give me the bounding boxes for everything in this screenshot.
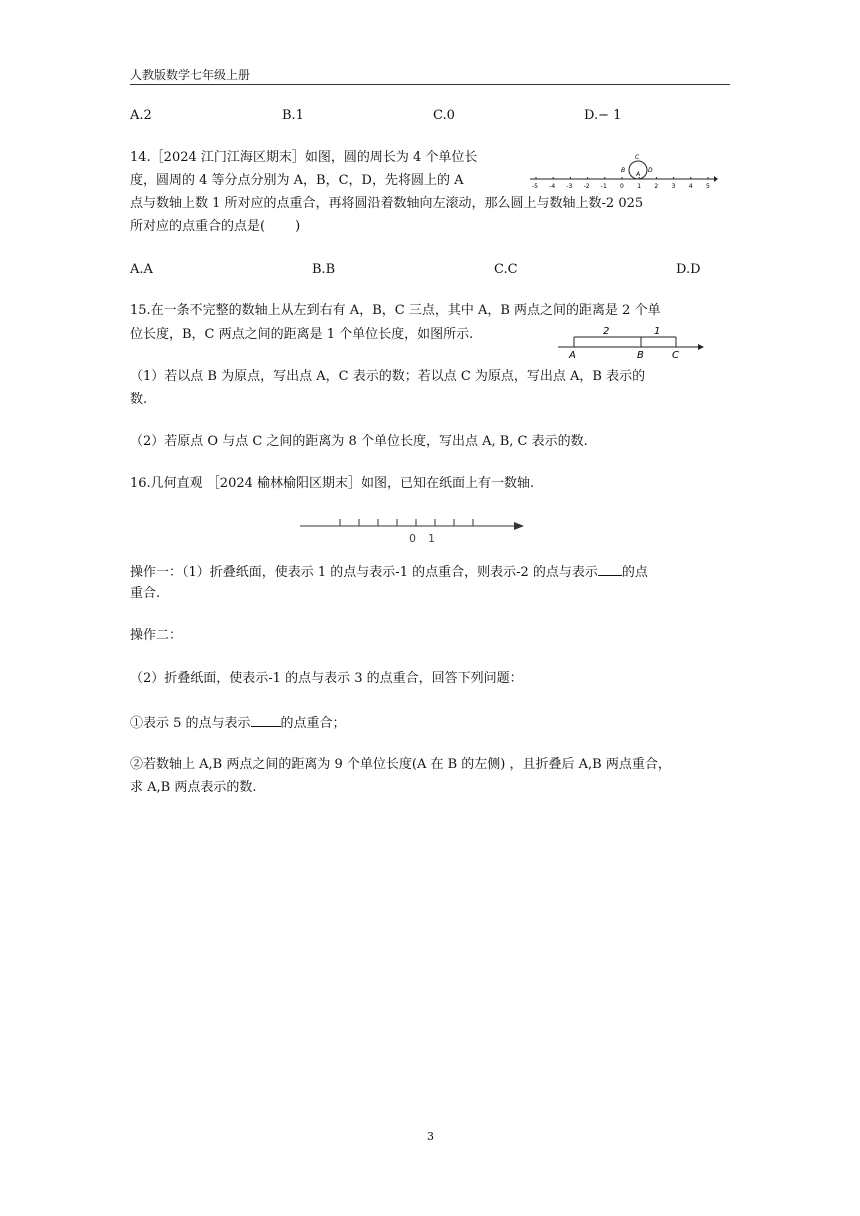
- q14-line-4-close: ): [295, 219, 301, 234]
- q13-option-a: A.2: [130, 108, 152, 123]
- q16-op1-text: 操作一：（1）折叠纸面，使表示 1 的点与表示-1 的点重合，则表示-2 的点与表示: [130, 565, 598, 580]
- q14-tick-label: 5: [706, 183, 710, 190]
- q14-option-d: D.D: [676, 262, 701, 277]
- q14-option-a: A.A: [130, 262, 153, 277]
- q14-option-b: B.B: [312, 262, 336, 277]
- q16-op2-sub1: [130, 714, 346, 732]
- q16-number-line-figure: [298, 514, 528, 546]
- q16-op2-sub1-text: ①表示 5 的点与表示: [130, 716, 251, 731]
- q15-line-1: 15.在一条不完整的数轴上从左到右有 A，B，C 三点，其中 A，B 两点之间的距离是 2 个单: [130, 303, 661, 318]
- q14-tick-label: 1: [637, 183, 642, 190]
- answer-blank-1: [598, 563, 622, 576]
- q13-option-c: C.0: [433, 108, 455, 123]
- q16-op2-sub2-line-2: 求 A,B 两点表示的数.: [130, 780, 257, 795]
- q16-op2-title: 操作二：: [130, 628, 183, 643]
- q15-line-2: 位长度，B，C 两点之间的距离是 1 个单位长度，如图所示.: [130, 327, 474, 342]
- header-rule: [130, 84, 730, 85]
- circle-label-d: D: [648, 167, 653, 174]
- q14-line-1: 14.［2024 江门江海区期末］如图，圆的周长为 4 个单位长: [130, 150, 478, 165]
- q14-tick-label: -1: [600, 183, 607, 190]
- point-b-label: B: [637, 350, 644, 361]
- q16-op1-line-2: 重合.: [130, 586, 161, 601]
- q14-tick-label: 0: [620, 183, 624, 190]
- circle-label-a: A: [636, 171, 641, 178]
- q14-line-3: 点与数轴上数 1 所对应的点重合，再将圆沿着数轴向左滚动，那么圆上与数轴上数-2 025: [130, 196, 644, 211]
- point-a-label: A: [569, 350, 576, 361]
- q16-op2-sub1-end: 的点重合；: [280, 716, 346, 731]
- distance-bc-label: 1: [654, 326, 661, 337]
- q15-part1-line-2: 数.: [130, 392, 148, 407]
- q16-op1-text-end: 的点: [621, 565, 648, 580]
- q14-line-2: 度，圆周的 4 等分点分别为 A，B，C，D，先将圆上的 A: [130, 173, 464, 188]
- q14-tick-label: -5: [532, 183, 538, 190]
- page-number: 3: [427, 1130, 434, 1143]
- q14-tick-label: 3: [671, 183, 676, 190]
- distance-ab-label: 2: [603, 326, 610, 337]
- circle-label-b: B: [621, 167, 626, 174]
- q16-op2-sub2-line-1: ②若数轴上 A,B 两点之间的距离为 9 个单位长度(A 在 B 的左侧) ，且折叠后 A,B 两点重合，: [130, 757, 671, 772]
- q16-label-one: 1: [428, 532, 435, 545]
- q14-tick-label: 2: [654, 183, 659, 190]
- q14-tick-label: -4: [549, 183, 556, 190]
- q16-title: 16.几何直观 ［2024 榆林榆阳区期末］如图，已知在纸面上有一数轴.: [130, 476, 535, 491]
- q13-option-b: B.1: [282, 108, 304, 123]
- header-title: 人教版数学七年级上册: [130, 68, 251, 82]
- q14-line-4-text: 所对应的点重合的点是(: [130, 219, 266, 234]
- q16-label-zero: 0: [409, 532, 416, 545]
- q14-tick-label: -3: [566, 183, 573, 190]
- q16-op1-line-1: [130, 563, 648, 581]
- q13-option-d: D.− 1: [584, 108, 622, 123]
- q14-tick-label: 4: [688, 183, 693, 190]
- q14-tick-label: -2: [583, 183, 590, 190]
- q14-number-line-figure: [528, 148, 718, 192]
- q14-line-4: [130, 219, 300, 235]
- q14-option-c: C.C: [494, 262, 518, 277]
- answer-blank-2: [251, 714, 281, 727]
- q15-part1-line-1: （1）若以点 B 为原点，写出点 A，C 表示的数；若以点 C 为原点，写出点 A，B 表示的: [130, 369, 646, 384]
- q15-number-line-figure: [556, 323, 706, 361]
- q16-op2-part2: （2）折叠纸面，使表示-1 的点与表示 3 的点重合，回答下列问题：: [130, 671, 523, 686]
- point-c-label: C: [672, 350, 679, 361]
- circle-label-c: C: [635, 154, 640, 161]
- q15-part2: （2）若原点 O 与点 C 之间的距离为 8 个单位长度，写出点 A, B, C 表示的数.: [130, 434, 588, 449]
